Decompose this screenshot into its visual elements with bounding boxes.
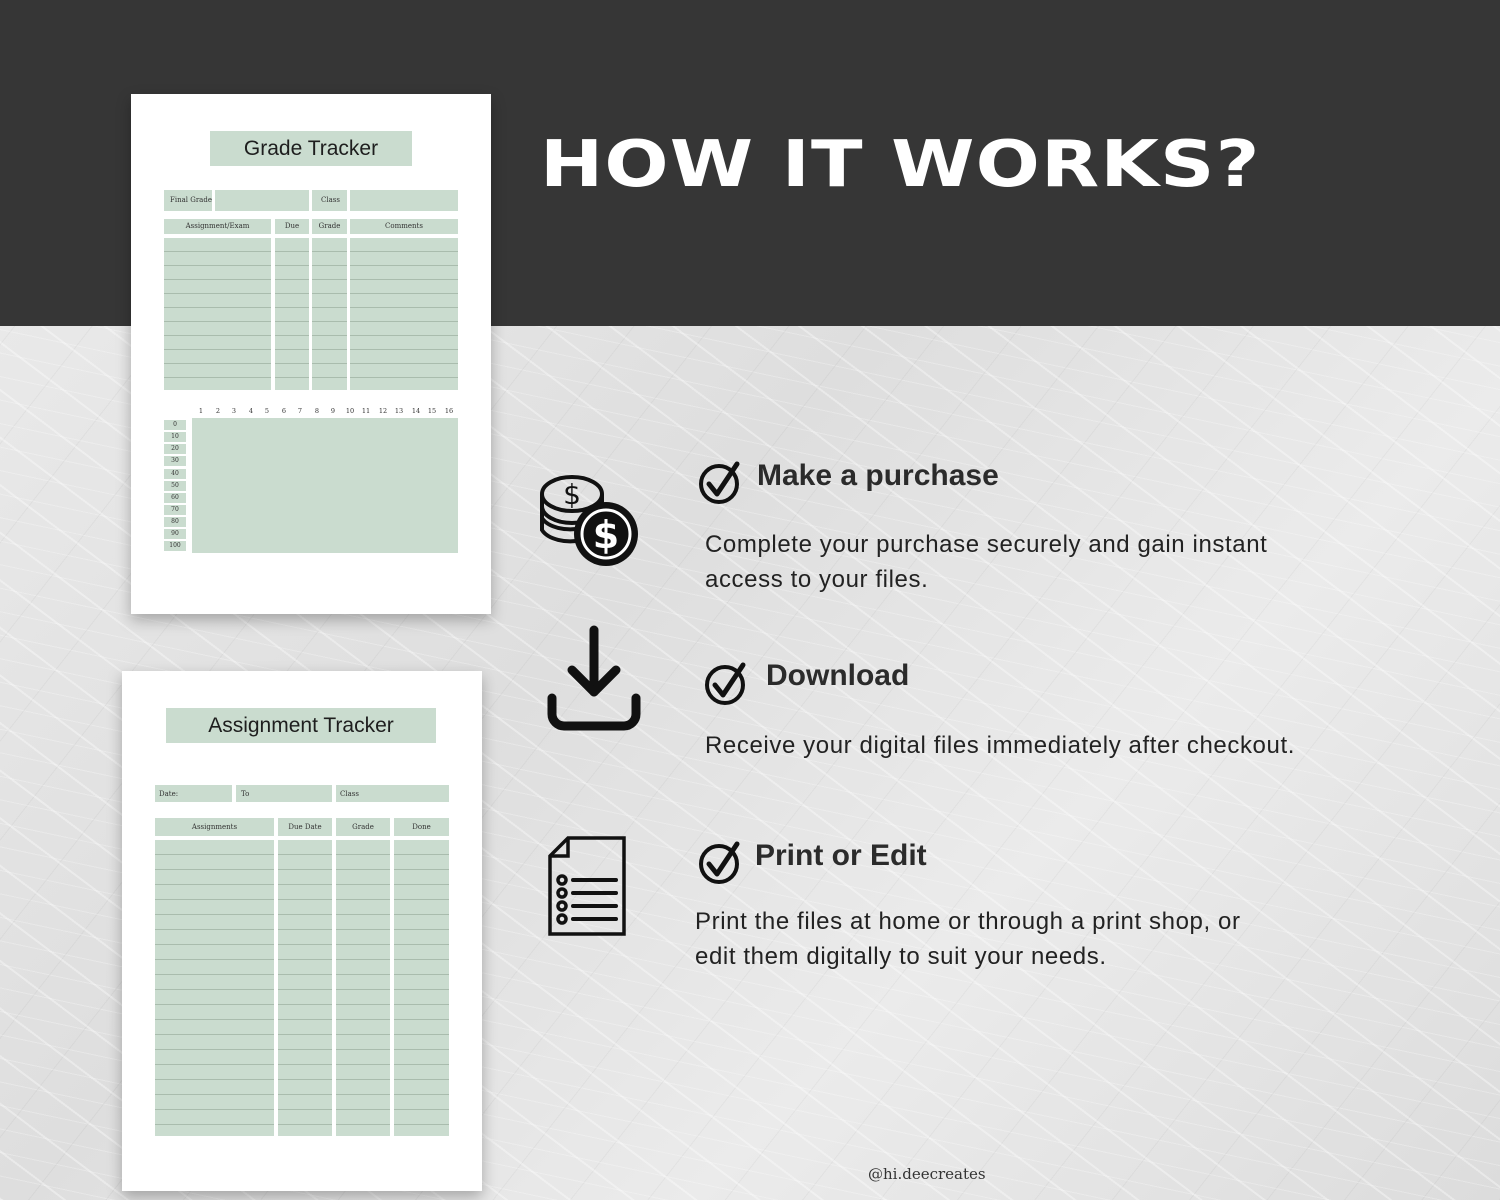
step-desc-print-edit-line2: edit them digitally to suit your needs.	[695, 943, 1107, 970]
table-column-grade	[336, 840, 390, 1136]
y-tick: 50	[164, 481, 186, 491]
x-tick: 11	[361, 407, 371, 415]
grade-plot-area	[192, 418, 458, 553]
date-label: Date:	[159, 790, 179, 798]
assignment-tracker-title: Assignment Tracker	[166, 708, 436, 743]
table-column-due	[275, 238, 309, 390]
step-title-print-edit: Print or Edit	[755, 839, 927, 872]
col-label-done: Done	[412, 823, 431, 831]
col-label-assignment: Assignment/Exam	[185, 222, 250, 230]
final-grade-label: Final Grade	[170, 196, 212, 204]
x-tick: 12	[378, 407, 388, 415]
step-title-purchase: Make a purchase	[757, 459, 999, 492]
y-tick: 100	[164, 541, 186, 551]
table-column-assignments	[155, 840, 274, 1136]
step-title-download: Download	[766, 659, 910, 692]
assignment-class-label: Class	[340, 790, 359, 798]
x-tick: 7	[297, 407, 303, 415]
page-title: HOW IT WORKS?	[540, 128, 1261, 202]
grade-tracker-title: Grade Tracker	[210, 131, 412, 166]
table-column-done	[394, 840, 449, 1136]
y-tick: 0	[164, 420, 186, 430]
y-tick: 30	[164, 456, 186, 466]
col-label-grade: Grade	[352, 823, 374, 831]
x-tick: 13	[394, 407, 404, 415]
creator-credit: @hi.deecreates	[868, 1165, 986, 1183]
step-desc-purchase-line1: Complete your purchase securely and gain instant	[705, 531, 1268, 558]
col-label-due-date: Due Date	[288, 823, 322, 831]
col-label-comments: Comments	[385, 222, 423, 230]
step-desc-purchase-line2: access to your files.	[705, 566, 929, 593]
x-tick: 3	[231, 407, 237, 415]
table-column-assignment	[164, 238, 271, 390]
x-tick: 16	[444, 407, 454, 415]
document-list-icon	[546, 835, 630, 939]
x-tick: 15	[427, 407, 437, 415]
y-tick: 10	[164, 432, 186, 442]
svg-text:$: $	[592, 513, 620, 557]
to-cell	[236, 785, 332, 802]
x-tick: 9	[330, 407, 336, 415]
x-tick: 14	[411, 407, 421, 415]
col-label-grade: Grade	[318, 222, 341, 230]
x-tick: 1	[198, 407, 204, 415]
y-tick: 70	[164, 505, 186, 515]
y-tick: 20	[164, 444, 186, 454]
check-circle-icon	[698, 840, 744, 886]
svg-text:$: $	[563, 478, 581, 511]
x-tick: 10	[345, 407, 355, 415]
final-grade-value-cell	[215, 190, 309, 211]
x-tick: 4	[248, 407, 254, 415]
col-label-due: Due	[284, 222, 300, 230]
download-icon	[545, 624, 643, 732]
class-value-cell	[350, 190, 458, 211]
coins-dollar-icon	[536, 470, 644, 570]
x-tick: 6	[281, 407, 287, 415]
y-tick: 80	[164, 517, 186, 527]
x-tick: 5	[264, 407, 270, 415]
table-column-due-date	[278, 840, 332, 1136]
x-tick: 2	[215, 407, 221, 415]
table-column-grade	[312, 238, 347, 390]
step-desc-download-line1: Receive your digital files immediately after checkout.	[705, 732, 1295, 759]
check-circle-icon	[698, 460, 744, 506]
step-desc-print-edit-line1: Print the files at home or through a print shop, or	[695, 908, 1241, 935]
check-circle-icon	[704, 661, 750, 707]
col-label-assignments: Assignments	[191, 823, 238, 831]
y-tick: 90	[164, 529, 186, 539]
x-tick: 8	[314, 407, 320, 415]
y-tick: 40	[164, 469, 186, 479]
table-column-comments	[350, 238, 458, 390]
to-label: To	[241, 790, 250, 798]
class-label: Class	[321, 196, 340, 204]
y-tick: 60	[164, 493, 186, 503]
